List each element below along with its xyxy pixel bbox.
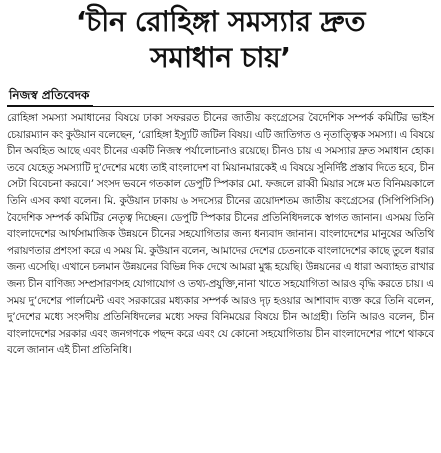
article-body: রোহিঙ্গা সমস্যা সমাধানের বিষয়ে ঢাকা সফররত চীনের জাতীয় কংগ্রেসের বৈদেশিক সম্পর্ক কমিটির ভাইস চেয়ারম্যান কং কুউয়ান বলেছেন, ‘রোহিঙ্গা ইস্যুটি জটিল বিষয়। এটি জাতিগত ও নৃতাত্ত্বিক সমস্যা। এ বিষয়ে চীন অবহিত আছে এবং চীনের একটি নিজস্ব পর্যালোচনাও রয়েছে। চীনও চায় এ সমস্যার দ্রুত সমাধান হোক। তবে যেহেতু সমস্যাটি দু’দেশের মধ্যে তাই বাংলাদেশ বা মিয়ানমারকেই এ বিষয়ে সুনির্দিষ্ট প্রস্তাব দিতে হবে, চীন সেটা বিবেচনা করবে।’ সংসদ ভবনে গতকাল ডেপুটি স্পিকার মো. ফজলে রাব্বী মিয়ার সঙ্গে মত বিনিময়কালে তিনি এসব কথা বলেন। মি. কুউয়ান ঢাকায় ৬ সদস্যের চীনের ত্রয়োদশতম জাতীয় কংগ্রেসের (সিপিপিসিসি) বৈদেশিক সম্পর্ক কমিটির নেতৃত্ব দিচ্ছেন। ডেপুটি স্পিকার চীনের প্রতিনিধিদলকে স্বাগত জানান। এসময় তিনি বাংলাদেশের আর্থসামাজিক উন্নয়নে চীনের সহযোগিতার জন্য ধন্যবাদ জানান। বাংলাদেশের মানুষের অতিথি পরায়ণতার প্রশংসা করে এ সময় মি. কুউয়ান বলেন, আমাদের দেশের চেতনাকে বাংলাদেশের কাছে তুলে ধরার জন্য এসেছি। এখানে চলমান উন্নয়নের বিভিন্ন দিক দেখে আমরা মুগ্ধ হয়েছি। উন্নয়নের এ ধারা অব্যাহত রাখার জন্য চীন বাণিজ্য সম্প্রসারণসহ যোগাযোগ ও তথ্য-প্রযুক্তি,নানা খাতে সহযোগিতা আরও বৃদ্ধি করতে চায়। এ সময় দু’দেশের পার্লামেন্ট এবং সরকারের মধ্যকার সম্পর্ক আরও দৃঢ় হওয়ার আশাবাদ ব্যক্ত করে তিনি বলেন, দু’দেশের মধ্যে সংসদীয় প্রতিনিধিদলের মধ্যে সফর বিনিময়ের বিষয়ে চীন আগ্রহী। তিনি আরও বলেন, চীন বাংলাদেশের সরকার এবং জনগণকে পছন্দ করে এবং যে কোনো সহযোগিতায় চীন বাংলাদেশের পাশে থাকবে বলে জানান এই চীনা প্রতিনিধি। — [7, 112, 434, 357]
byline-row — [7, 82, 434, 106]
headline — [7, 4, 434, 76]
byline: নিজস্ব প্রতিবেদক — [7, 87, 93, 106]
headline-line-2: সমাধান চায়’ — [150, 41, 291, 74]
byline-divider — [7, 106, 434, 107]
headline-line-1: ‘চীন রোহিঙ্গা সমস্যার দ্রুত — [75, 5, 366, 38]
